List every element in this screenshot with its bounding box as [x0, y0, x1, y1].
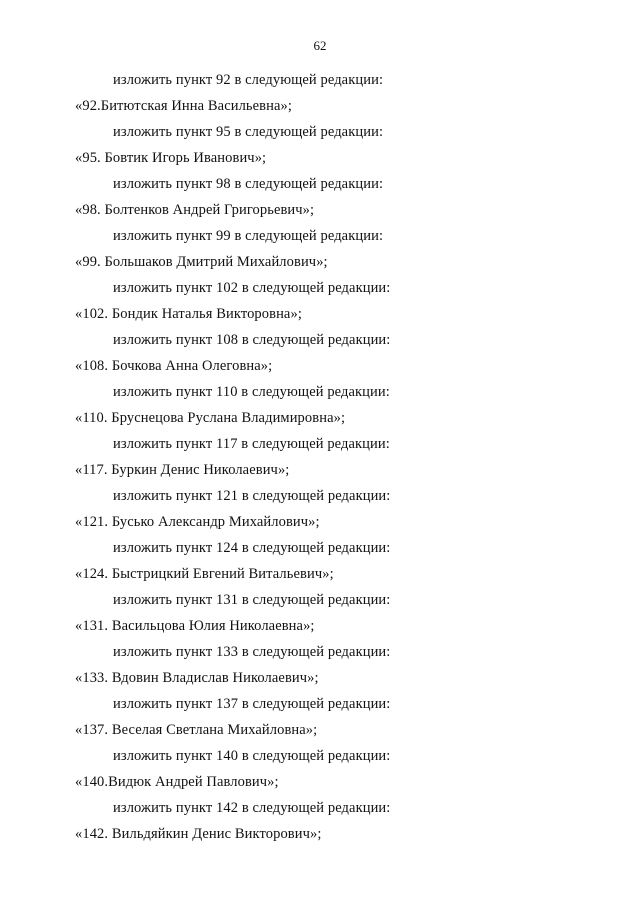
amendment-text: «99. Большаков Дмитрий Михайлович»;	[75, 254, 328, 270]
amendment-text: «140.Видюк Андрей Павлович»;	[75, 774, 279, 790]
amendment-entry	[0, 171, 640, 223]
amendment-entry	[0, 743, 640, 795]
amendment-instruction: изложить пункт 98 в следующей редакции:	[113, 176, 384, 192]
amendment-instruction: изложить пункт 95 в следующей редакции:	[113, 124, 384, 140]
amendment-text: «133. Вдовин Владислав Николаевич»;	[75, 670, 319, 686]
amendment-entry	[0, 379, 640, 431]
amendment-instruction: изложить пункт 102 в следующей редакции:	[113, 280, 391, 296]
page-number: 62	[313, 38, 327, 53]
amendment-instruction: изложить пункт 131 в следующей редакции:	[113, 592, 391, 608]
amendment-instruction: изложить пункт 140 в следующей редакции:	[113, 748, 391, 764]
amendment-entry	[0, 431, 640, 483]
amendment-entry	[0, 483, 640, 535]
amendment-entry	[0, 639, 640, 691]
amendment-instruction: изложить пункт 124 в следующей редакции:	[113, 540, 391, 556]
amendment-text: «95. Бовтик Игорь Иванович»;	[75, 150, 267, 166]
amendment-text: «108. Бочкова Анна Олеговна»;	[75, 358, 273, 374]
amendment-text: «102. Бондик Наталья Викторовна»;	[75, 306, 302, 322]
amendment-instruction: изложить пункт 110 в следующей редакции:	[113, 384, 390, 400]
amendment-entry	[0, 587, 640, 639]
amendment-instruction: изложить пункт 137 в следующей редакции:	[113, 696, 391, 712]
amendment-text: «124. Быстрицкий Евгений Витальевич»;	[75, 566, 334, 582]
amendment-instruction: изложить пункт 142 в следующей редакции:	[113, 800, 391, 816]
amendment-entry	[0, 691, 640, 743]
amendment-entry	[0, 795, 640, 847]
amendment-entry	[0, 119, 640, 171]
amendment-text: «117. Буркин Денис Николаевич»;	[75, 462, 290, 478]
amendment-text: «137. Веселая Светлана Михайловна»;	[75, 722, 318, 738]
amendment-text: «131. Васильцова Юлия Николаевна»;	[75, 618, 315, 634]
amendment-list	[0, 67, 640, 847]
amendment-instruction: изложить пункт 121 в следующей редакции:	[113, 488, 391, 504]
amendment-text: «110. Бруснецова Руслана Владимировна»;	[75, 410, 346, 426]
amendment-text: «121. Бусько Александр Михайлович»;	[75, 514, 320, 530]
amendment-instruction: изложить пункт 108 в следующей редакции:	[113, 332, 391, 348]
amendment-text: «98. Болтенков Андрей Григорьевич»;	[75, 202, 315, 218]
amendment-instruction: изложить пункт 133 в следующей редакции:	[113, 644, 391, 660]
amendment-text: «142. Вильдяйкин Денис Викторович»;	[75, 826, 322, 842]
amendment-entry	[0, 327, 640, 379]
amendment-entry	[0, 223, 640, 275]
amendment-instruction: изложить пункт 99 в следующей редакции:	[113, 228, 384, 244]
amendment-entry	[0, 67, 640, 119]
amendment-instruction: изложить пункт 92 в следующей редакции:	[113, 72, 384, 88]
amendment-entry	[0, 275, 640, 327]
amendment-entry	[0, 535, 640, 587]
amendment-text: «92.Битютская Инна Васильевна»;	[75, 98, 293, 114]
amendment-instruction: изложить пункт 117 в следующей редакции:	[113, 436, 390, 452]
